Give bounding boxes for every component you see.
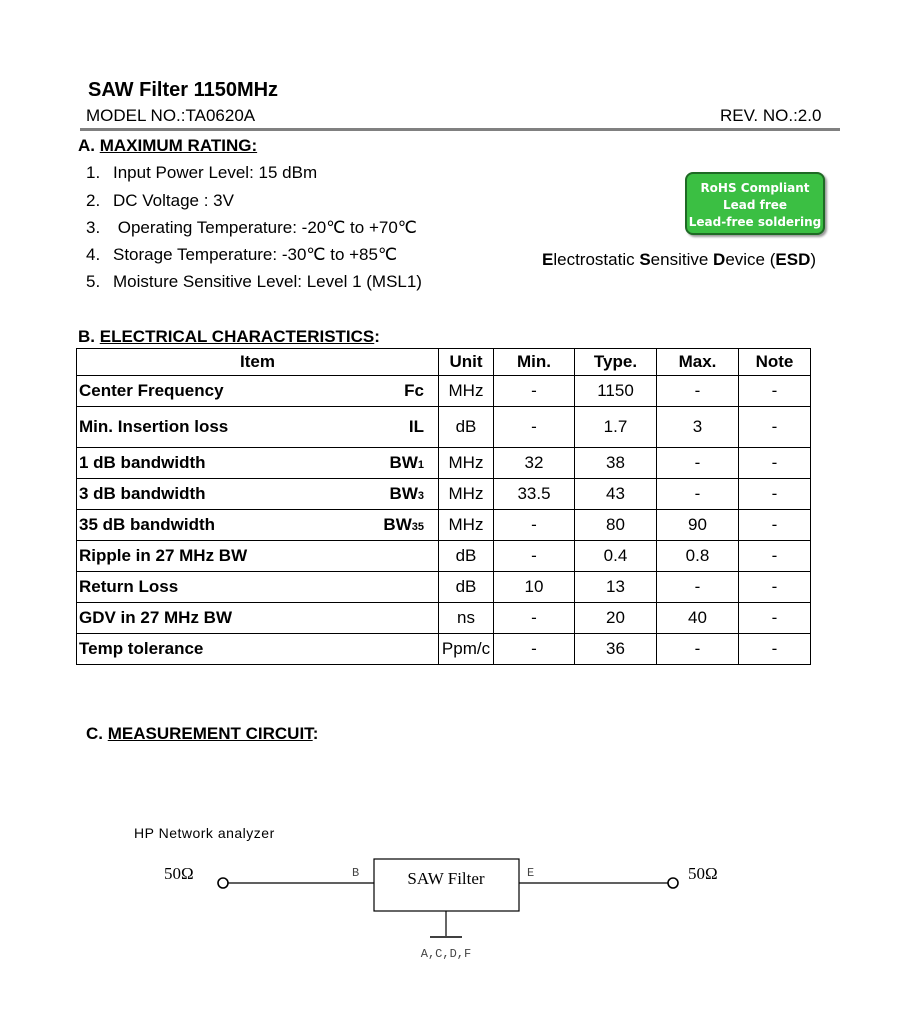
cell-note: - <box>739 407 811 448</box>
model-number: MODEL NO.:TA0620A <box>86 106 256 125</box>
rohs-badge <box>685 172 825 235</box>
cell-min: 33.5 <box>494 479 575 510</box>
esd-notice <box>542 250 816 270</box>
cell-min: - <box>494 603 575 634</box>
header-max: Max. <box>657 349 739 376</box>
cell-min: - <box>494 541 575 572</box>
cell-max: - <box>657 479 739 510</box>
esd-text: ensitive <box>650 250 714 269</box>
cell-max: 3 <box>657 407 739 448</box>
cell-min: - <box>494 376 575 407</box>
rohs-line: Lead-free soldering <box>688 215 822 229</box>
cell-unit: ns <box>439 603 494 634</box>
rating-item <box>86 245 397 265</box>
item-name: Center Frequency <box>79 381 224 400</box>
table-row <box>77 510 811 541</box>
cell-item <box>77 603 439 634</box>
header-note: Note <box>739 349 811 376</box>
cell-item <box>77 448 439 479</box>
cell-max: - <box>657 448 739 479</box>
section-c-heading <box>86 724 318 744</box>
symbol-text: BW <box>389 484 418 503</box>
item-symbol <box>383 515 424 535</box>
cell-unit: MHz <box>439 376 494 407</box>
rating-item-number: 4. <box>86 245 101 264</box>
section-c-title: MEASUREMENT CIRCUIT <box>107 724 313 743</box>
rating-item <box>86 272 422 292</box>
cell-typ: 1150 <box>575 376 657 407</box>
table-row <box>77 634 811 665</box>
item-name: 3 dB bandwidth <box>79 484 206 503</box>
item-name: 35 dB bandwidth <box>79 515 215 534</box>
cell-typ: 36 <box>575 634 657 665</box>
cell-note: - <box>739 510 811 541</box>
esd-letter: D <box>713 250 726 269</box>
symbol-text: IL <box>408 417 424 436</box>
cell-max: 0.8 <box>657 541 739 572</box>
rating-item-text: Storage Temperature: -30℃ to +85℃ <box>113 245 398 264</box>
cell-min: 32 <box>494 448 575 479</box>
header-typ: Type. <box>575 349 657 376</box>
esd-letter: S <box>639 250 651 269</box>
section-c-colon: : <box>312 724 319 743</box>
cell-note: - <box>739 376 811 407</box>
rating-item-number: 5. <box>86 272 101 291</box>
left-impedance-label: 50Ω <box>164 864 194 883</box>
cell-item <box>77 479 439 510</box>
cell-item <box>77 407 439 448</box>
symbol-subscript: 3 <box>417 490 424 502</box>
table-row <box>77 448 811 479</box>
esd-text: lectrostatic <box>553 250 640 269</box>
electrical-characteristics-table <box>76 348 811 665</box>
cell-max: - <box>657 572 739 603</box>
section-a-title: MAXIMUM RATING: <box>99 136 258 155</box>
cell-typ: 0.4 <box>575 541 657 572</box>
header-divider <box>80 128 840 131</box>
cell-max: 40 <box>657 603 739 634</box>
rohs-line: RoHS Compliant <box>700 181 810 195</box>
table-header-row <box>77 349 811 376</box>
cell-typ: 80 <box>575 510 657 541</box>
rating-item <box>86 218 417 238</box>
cell-unit: dB <box>439 541 494 572</box>
cell-unit: dB <box>439 407 494 448</box>
cell-typ: 13 <box>575 572 657 603</box>
table-row <box>77 572 811 603</box>
item-symbol <box>404 381 424 401</box>
cell-item <box>77 510 439 541</box>
table-row <box>77 541 811 572</box>
rohs-line: Lead free <box>722 198 788 212</box>
item-name: Temp tolerance <box>79 639 204 658</box>
header-item: Item <box>77 349 439 376</box>
item-name: GDV in 27 MHz BW <box>79 608 233 627</box>
cell-note: - <box>739 479 811 510</box>
cell-unit: MHz <box>439 479 494 510</box>
symbol-text: BW <box>389 453 418 472</box>
cell-unit: MHz <box>439 448 494 479</box>
cell-max: 90 <box>657 510 739 541</box>
cell-min: - <box>494 407 575 448</box>
revision-number: REV. NO.:2.0 <box>720 106 822 125</box>
measurement-circuit-diagram <box>150 850 750 970</box>
rating-item-number: 2. <box>86 191 101 210</box>
cell-item <box>77 634 439 665</box>
symbol-subscript: 1 <box>417 459 424 471</box>
section-b-letter: B. <box>78 327 95 346</box>
cell-min: - <box>494 510 575 541</box>
document-title: SAW Filter 1150MHz <box>88 79 279 101</box>
rating-item-text: Moisture Sensitive Level: Level 1 (MSL1) <box>113 272 422 291</box>
rating-item-text: Operating Temperature: -20℃ to +70℃ <box>113 218 417 237</box>
section-c-letter: C. <box>86 724 103 743</box>
cell-item <box>77 541 439 572</box>
item-name: Return Loss <box>79 577 179 596</box>
item-symbol <box>390 453 424 473</box>
ground-pins-label: A,C,D,F <box>420 947 472 961</box>
table-row <box>77 407 811 448</box>
cell-max: - <box>657 376 739 407</box>
cell-typ: 38 <box>575 448 657 479</box>
symbol-text: Fc <box>404 381 424 400</box>
cell-typ: 1.7 <box>575 407 657 448</box>
rating-item-number: 3. <box>86 218 101 237</box>
section-b-heading <box>78 327 380 347</box>
item-name: Ripple in 27 MHz BW <box>79 546 248 565</box>
table-row <box>77 603 811 634</box>
cell-typ: 43 <box>575 479 657 510</box>
input-pin-label: B <box>352 866 360 880</box>
rating-item-number: 1. <box>86 163 101 182</box>
cell-min: 10 <box>494 572 575 603</box>
cell-item <box>77 376 439 407</box>
cell-item <box>77 572 439 603</box>
analyzer-label: HP Network analyzer <box>134 825 275 841</box>
header-min: Min. <box>494 349 575 376</box>
rating-item-text: DC Voltage : 3V <box>113 191 234 210</box>
cell-unit: Ppm/c <box>439 634 494 665</box>
right-impedance-label: 50Ω <box>688 864 718 883</box>
output-pin-label: E <box>527 866 535 880</box>
rating-item <box>86 191 234 211</box>
cell-typ: 20 <box>575 603 657 634</box>
header-unit: Unit <box>439 349 494 376</box>
cell-min: - <box>494 634 575 665</box>
saw-filter-label: SAW Filter <box>407 869 485 888</box>
item-symbol <box>390 484 424 504</box>
left-port-terminal <box>218 878 228 888</box>
esd-text: evice ( <box>725 250 776 269</box>
rating-item <box>86 163 317 183</box>
cell-note: - <box>739 634 811 665</box>
rating-item-text: Input Power Level: 15 dBm <box>113 163 318 182</box>
cell-note: - <box>739 603 811 634</box>
table-row <box>77 376 811 407</box>
item-symbol <box>409 417 424 437</box>
cell-unit: dB <box>439 572 494 603</box>
right-port-terminal <box>668 878 678 888</box>
cell-unit: MHz <box>439 510 494 541</box>
esd-text: ) <box>810 250 817 269</box>
section-a-letter: A. <box>78 136 95 155</box>
cell-note: - <box>739 572 811 603</box>
section-b-title: ELECTRICAL CHARACTERISTICS <box>99 327 375 346</box>
table-row <box>77 479 811 510</box>
cell-note: - <box>739 541 811 572</box>
item-name: 1 dB bandwidth <box>79 453 206 472</box>
cell-note: - <box>739 448 811 479</box>
esd-abbrev: ESD <box>775 250 811 269</box>
symbol-text: BW <box>383 515 412 534</box>
section-b-colon: : <box>374 327 380 346</box>
cell-max: - <box>657 634 739 665</box>
esd-letter: E <box>542 250 554 269</box>
section-a-heading <box>78 136 257 156</box>
symbol-subscript: 35 <box>411 521 424 533</box>
item-name: Min. Insertion loss <box>79 417 229 436</box>
